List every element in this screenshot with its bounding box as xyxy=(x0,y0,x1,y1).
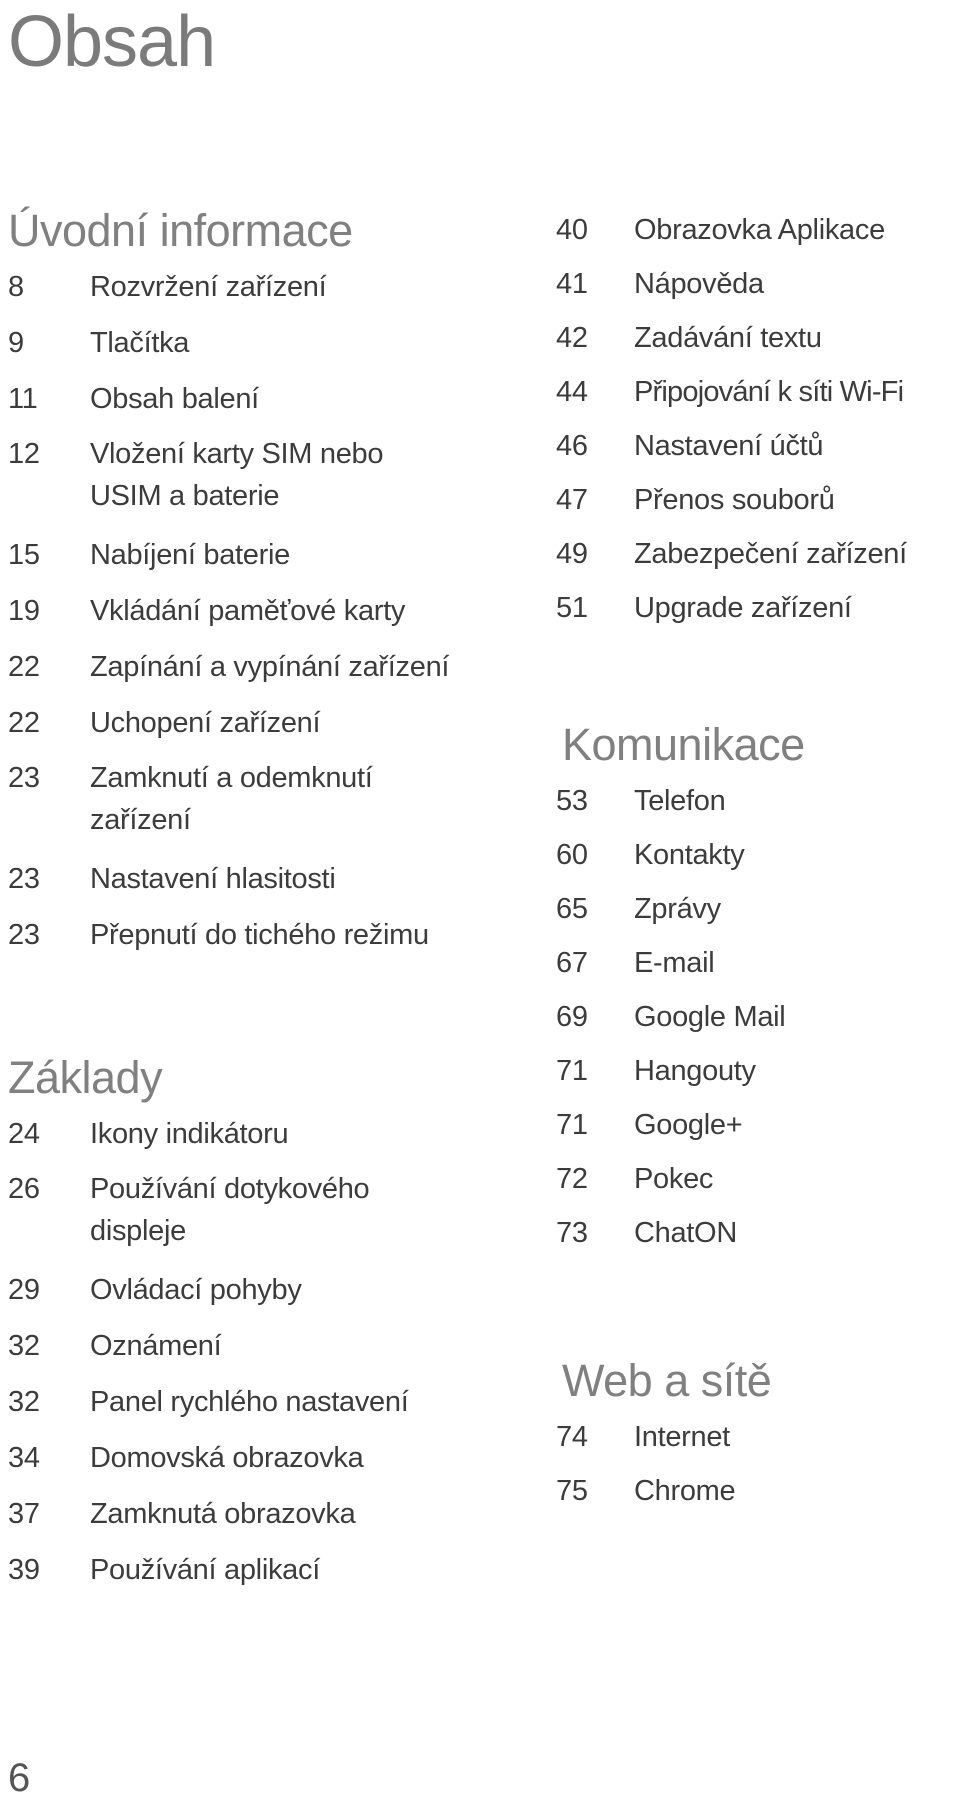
toc-entry[interactable] xyxy=(0,1112,500,1156)
toc-entry[interactable] xyxy=(556,887,960,931)
toc-entry-label: Panel rychlého nastavení xyxy=(90,1386,409,1418)
toc-entry[interactable] xyxy=(0,1168,500,1252)
toc-entry-label: Nápověda xyxy=(634,268,764,300)
toc-page-number: 19 xyxy=(8,595,40,627)
toc-entry[interactable] xyxy=(556,262,960,306)
toc-page-number: 46 xyxy=(556,430,588,462)
toc-entry[interactable] xyxy=(0,1436,500,1480)
toc-entry[interactable] xyxy=(0,757,500,841)
toc-entry[interactable] xyxy=(0,857,500,901)
toc-entry[interactable] xyxy=(0,1324,500,1368)
toc-page-number: 24 xyxy=(8,1118,40,1150)
toc-page-number: 23 xyxy=(8,863,40,895)
toc-page-number: 8 xyxy=(8,271,24,303)
toc-entry[interactable] xyxy=(0,913,500,957)
toc-entry[interactable] xyxy=(0,1268,500,1312)
toc-entry[interactable] xyxy=(0,645,500,689)
toc-entry-label: E-mail xyxy=(634,947,715,979)
toc-page-number: 42 xyxy=(556,322,588,354)
toc-entry[interactable] xyxy=(556,1469,960,1513)
toc-page-number: 26 xyxy=(8,1173,40,1205)
toc-entry-label: Zabezpečení zařízení xyxy=(634,538,907,570)
toc-entry[interactable] xyxy=(0,589,500,633)
toc-page-number: 51 xyxy=(556,592,588,624)
toc-entry-label: Internet xyxy=(634,1421,730,1453)
toc-entry-label: Telefon xyxy=(634,785,726,817)
toc-entry[interactable] xyxy=(0,533,500,577)
section-web-a-site xyxy=(556,1355,960,1523)
toc-entry-label: Chrome xyxy=(634,1475,736,1507)
toc-entry-label: Google Mail xyxy=(634,1001,786,1033)
page-number: 6 xyxy=(8,1756,31,1800)
toc-entry-label: Zamknutí a odemknutí zařízení xyxy=(90,762,373,836)
section-heading: Základy xyxy=(8,1052,163,1103)
toc-page-number: 40 xyxy=(556,214,588,246)
toc-page-number: 74 xyxy=(556,1421,588,1453)
toc-page-number: 65 xyxy=(556,893,588,925)
toc-entry[interactable] xyxy=(0,265,500,309)
toc-entry-label: Kontakty xyxy=(634,839,745,871)
toc-page-number: 69 xyxy=(556,1001,588,1033)
toc-entry[interactable] xyxy=(556,478,960,522)
toc-page-number: 32 xyxy=(8,1386,40,1418)
toc-entry[interactable] xyxy=(556,1049,960,1093)
toc-entry[interactable] xyxy=(556,370,960,414)
toc-page-number: 53 xyxy=(556,785,588,817)
toc-page-number: 49 xyxy=(556,538,588,570)
toc-entry[interactable] xyxy=(556,586,960,630)
toc-page-number: 47 xyxy=(556,484,588,516)
section-zaklady-continued xyxy=(556,208,960,640)
toc-entry[interactable] xyxy=(556,1415,960,1459)
toc-page-number: 12 xyxy=(8,438,40,470)
toc-entry-label: Vkládání paměťové karty xyxy=(90,595,406,627)
toc-entry[interactable] xyxy=(556,995,960,1039)
toc-page-number: 73 xyxy=(556,1217,588,1249)
toc-entry-label: Nastavení hlasitosti xyxy=(90,863,336,895)
toc-entry-label: Zadávání textu xyxy=(634,322,822,354)
toc-entry-label: Obrazovka Aplikace xyxy=(634,214,885,246)
toc-entry-label: Tlačítka xyxy=(90,327,190,359)
toc-entry[interactable] xyxy=(0,433,500,517)
toc-entry[interactable] xyxy=(556,941,960,985)
toc-page-number: 9 xyxy=(8,327,24,359)
toc-entry[interactable] xyxy=(556,833,960,877)
toc-page-number: 23 xyxy=(8,919,40,951)
toc-entry-label: Hangouty xyxy=(634,1055,756,1087)
toc-entry[interactable] xyxy=(556,1211,960,1255)
toc-entry[interactable] xyxy=(556,1103,960,1147)
section-uvodni-informace xyxy=(0,205,500,969)
toc-entry-label: Vložení karty SIM nebo USIM a baterie xyxy=(90,438,384,512)
toc-page-number: 60 xyxy=(556,839,588,871)
toc-entry[interactable] xyxy=(0,1492,500,1536)
toc-page-number: 44 xyxy=(556,376,588,408)
toc-entry-label: Uchopení zařízení xyxy=(90,707,321,739)
section-heading: Úvodní informace xyxy=(8,205,353,256)
toc-entry-label: Obsah balení xyxy=(90,383,259,415)
toc-entry-label: Oznámení xyxy=(90,1330,222,1362)
toc-entry-label: Přenos souborů xyxy=(634,484,835,516)
toc-page-number: 11 xyxy=(8,383,38,415)
toc-entry[interactable] xyxy=(556,424,960,468)
toc-page-number: 67 xyxy=(556,947,588,979)
toc-entry[interactable] xyxy=(556,1157,960,1201)
toc-entry-label: Domovská obrazovka xyxy=(90,1442,364,1474)
toc-page-number: 23 xyxy=(8,762,40,794)
toc-entry[interactable] xyxy=(0,701,500,745)
toc-entry-label: Ovládací pohyby xyxy=(90,1274,302,1306)
toc-entry-label: Přepnutí do tichého režimu xyxy=(90,919,429,951)
toc-entry-label: Rozvržení zařízení xyxy=(90,271,327,303)
toc-entry[interactable] xyxy=(556,316,960,360)
toc-page-number: 22 xyxy=(8,707,40,739)
toc-entry-label: Ikony indikátoru xyxy=(90,1118,289,1150)
toc-entry-label: Nastavení účtů xyxy=(634,430,824,462)
toc-page-number: 15 xyxy=(8,539,40,571)
toc-entry[interactable] xyxy=(556,779,960,823)
toc-entry[interactable] xyxy=(0,321,500,365)
toc-page-number: 41 xyxy=(556,268,588,300)
section-zaklady xyxy=(0,1052,500,1604)
section-komunikace xyxy=(556,719,960,1265)
toc-page-number: 39 xyxy=(8,1554,40,1586)
toc-entry-label: Používání aplikací xyxy=(90,1554,320,1586)
toc-entry-label: Zprávy xyxy=(634,893,721,925)
toc-entry-label: Pokec xyxy=(634,1163,714,1195)
toc-page-number: 71 xyxy=(556,1109,588,1141)
page-title: Obsah xyxy=(8,2,216,82)
toc-entry-label: Nabíjení baterie xyxy=(90,539,290,571)
toc-entry[interactable] xyxy=(0,377,500,421)
toc-entry-label: Používání dotykového displeje xyxy=(90,1173,370,1247)
toc-entry[interactable] xyxy=(0,1548,500,1592)
section-heading: Web a sítě xyxy=(562,1355,772,1406)
toc-entry[interactable] xyxy=(0,1380,500,1424)
toc-entry[interactable] xyxy=(556,208,960,252)
toc-page-number: 22 xyxy=(8,651,40,683)
toc-page-number: 29 xyxy=(8,1274,40,1306)
toc-page-number: 32 xyxy=(8,1330,40,1362)
toc-entry[interactable] xyxy=(556,532,960,576)
toc-entry-label: ChatON xyxy=(634,1217,737,1249)
toc-page-number: 71 xyxy=(556,1055,588,1087)
toc-entry-label: Připojování k síti Wi-Fi xyxy=(634,376,904,408)
toc-page-number: 75 xyxy=(556,1475,588,1507)
toc-entry-label: Zamknutá obrazovka xyxy=(90,1498,356,1530)
section-heading: Komunikace xyxy=(562,719,805,770)
toc-entry-label: Google+ xyxy=(634,1109,743,1141)
toc-page-number: 34 xyxy=(8,1442,40,1474)
toc-page-number: 37 xyxy=(8,1498,40,1530)
toc-entry-label: Upgrade zařízení xyxy=(634,592,852,624)
toc-entry-label: Zapínání a vypínání zařízení xyxy=(90,651,450,683)
toc-page-number: 72 xyxy=(556,1163,588,1195)
